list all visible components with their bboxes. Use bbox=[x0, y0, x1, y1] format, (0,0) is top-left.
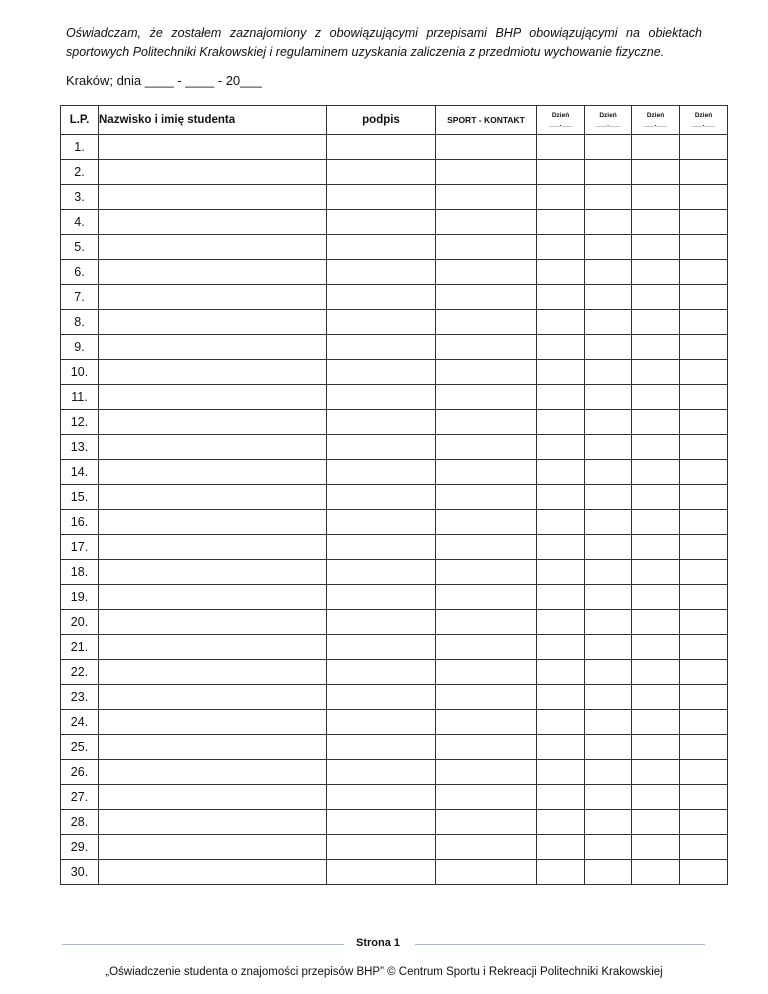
table-row bbox=[61, 335, 728, 360]
table-row bbox=[61, 360, 728, 385]
signature-cell[interactable] bbox=[327, 735, 436, 760]
signature-cell[interactable] bbox=[327, 310, 436, 335]
row-number: 19. bbox=[61, 585, 99, 610]
day-cell[interactable] bbox=[632, 310, 680, 335]
row-number: 1. bbox=[61, 135, 99, 160]
signature-cell[interactable] bbox=[327, 810, 436, 835]
table-header-row bbox=[61, 106, 728, 135]
header-day-2 bbox=[585, 106, 632, 135]
sport-contact-cell[interactable] bbox=[436, 560, 537, 585]
sport-contact-cell[interactable] bbox=[436, 810, 537, 835]
day-cell[interactable] bbox=[680, 660, 728, 685]
day-cell[interactable] bbox=[680, 310, 728, 335]
student-name-cell[interactable] bbox=[99, 185, 327, 210]
table-row bbox=[61, 810, 728, 835]
table-row bbox=[61, 310, 728, 335]
signature-cell[interactable] bbox=[327, 460, 436, 485]
row-number: 23. bbox=[61, 685, 99, 710]
day-cell[interactable] bbox=[537, 360, 585, 385]
day-cell[interactable] bbox=[537, 435, 585, 460]
day-cell[interactable] bbox=[537, 260, 585, 285]
row-number: 29. bbox=[61, 835, 99, 860]
day-cell[interactable] bbox=[632, 360, 680, 385]
day-cell[interactable] bbox=[680, 610, 728, 635]
day-cell[interactable] bbox=[632, 535, 680, 560]
day-cell[interactable] bbox=[585, 710, 632, 735]
signature-cell[interactable] bbox=[327, 335, 436, 360]
day-cell[interactable] bbox=[680, 560, 728, 585]
day-cell[interactable] bbox=[680, 335, 728, 360]
day-label: Dzień bbox=[646, 112, 665, 119]
sport-contact-cell[interactable] bbox=[436, 235, 537, 260]
sport-contact-cell[interactable] bbox=[436, 185, 537, 210]
day-cell[interactable] bbox=[680, 235, 728, 260]
page-number: Strona 1 bbox=[356, 937, 401, 949]
day-cell[interactable] bbox=[585, 160, 632, 185]
day-cell[interactable] bbox=[585, 685, 632, 710]
table-row bbox=[61, 185, 728, 210]
day-cell[interactable] bbox=[585, 810, 632, 835]
day-cell[interactable] bbox=[537, 160, 585, 185]
row-number: 30. bbox=[61, 860, 99, 885]
sport-contact-cell[interactable] bbox=[436, 435, 537, 460]
day-cell[interactable] bbox=[537, 610, 585, 635]
table-row bbox=[61, 835, 728, 860]
sport-contact-cell[interactable] bbox=[436, 635, 537, 660]
sport-contact-cell[interactable] bbox=[436, 835, 537, 860]
day-cell[interactable] bbox=[585, 510, 632, 535]
sport-contact-cell[interactable] bbox=[436, 210, 537, 235]
day-cell[interactable] bbox=[680, 510, 728, 535]
student-name-cell[interactable] bbox=[99, 710, 327, 735]
signature-cell[interactable] bbox=[327, 385, 436, 410]
day-cell[interactable] bbox=[585, 785, 632, 810]
student-name-cell[interactable] bbox=[99, 160, 327, 185]
table-row bbox=[61, 285, 728, 310]
row-number: 24. bbox=[61, 710, 99, 735]
sport-contact-cell[interactable] bbox=[436, 310, 537, 335]
day-cell[interactable] bbox=[537, 710, 585, 735]
table-row bbox=[61, 860, 728, 885]
day-cell[interactable] bbox=[537, 660, 585, 685]
signature-cell[interactable] bbox=[327, 360, 436, 385]
sport-contact-cell[interactable] bbox=[436, 260, 537, 285]
signature-cell[interactable] bbox=[327, 785, 436, 810]
table-row bbox=[61, 235, 728, 260]
day-cell[interactable] bbox=[585, 435, 632, 460]
header-day-3 bbox=[632, 106, 680, 135]
day-cell[interactable] bbox=[680, 135, 728, 160]
table-row bbox=[61, 685, 728, 710]
table-row bbox=[61, 260, 728, 285]
student-name-cell[interactable] bbox=[99, 760, 327, 785]
sport-contact-cell[interactable] bbox=[436, 710, 537, 735]
day-cell[interactable] bbox=[537, 785, 585, 810]
table-row bbox=[61, 210, 728, 235]
day-cell[interactable] bbox=[680, 810, 728, 835]
signature-cell[interactable] bbox=[327, 510, 436, 535]
day-cell[interactable] bbox=[632, 160, 680, 185]
row-number: 27. bbox=[61, 785, 99, 810]
table-row bbox=[61, 710, 728, 735]
row-number: 2. bbox=[61, 160, 99, 185]
student-name-cell[interactable] bbox=[99, 360, 327, 385]
day-cell[interactable] bbox=[632, 135, 680, 160]
signature-cell[interactable] bbox=[327, 435, 436, 460]
signature-cell[interactable] bbox=[327, 485, 436, 510]
table-row bbox=[61, 160, 728, 185]
table-row bbox=[61, 785, 728, 810]
row-number: 6. bbox=[61, 260, 99, 285]
day-cell[interactable] bbox=[585, 310, 632, 335]
row-number: 28. bbox=[61, 810, 99, 835]
student-name-cell[interactable] bbox=[99, 685, 327, 710]
day-cell[interactable] bbox=[537, 185, 585, 210]
sport-contact-cell[interactable] bbox=[436, 160, 537, 185]
row-number: 18. bbox=[61, 560, 99, 585]
day-cell[interactable] bbox=[680, 785, 728, 810]
day-cell[interactable] bbox=[585, 610, 632, 635]
day-cell[interactable] bbox=[537, 485, 585, 510]
table-row bbox=[61, 560, 728, 585]
table-row bbox=[61, 760, 728, 785]
student-name-cell[interactable] bbox=[99, 610, 327, 635]
day-cell[interactable] bbox=[585, 410, 632, 435]
sport-contact-cell[interactable] bbox=[436, 510, 537, 535]
student-name-cell[interactable] bbox=[99, 485, 327, 510]
day-cell[interactable] bbox=[680, 460, 728, 485]
table-row bbox=[61, 610, 728, 635]
header-sport-contact: SPORT - KONTAKT bbox=[436, 106, 537, 135]
day-cell[interactable] bbox=[537, 385, 585, 410]
row-number: 4. bbox=[61, 210, 99, 235]
day-cell[interactable] bbox=[585, 360, 632, 385]
table-body bbox=[61, 135, 728, 885]
student-name-cell[interactable] bbox=[99, 810, 327, 835]
signature-cell[interactable] bbox=[327, 660, 436, 685]
signature-cell[interactable] bbox=[327, 410, 436, 435]
header-day-4 bbox=[680, 106, 728, 135]
day-date-blank: ___.___ bbox=[691, 121, 716, 128]
row-number: 9. bbox=[61, 335, 99, 360]
day-cell[interactable] bbox=[537, 310, 585, 335]
declaration-text: Oświadczam, że zostałem zaznajomiony z obowiązującymi przepisami BHP obowiązującymi na obiektach sportowych Politechniki Krakowskiej i regulaminem uzyskania zaliczenia z przedmiotu wychowanie fizyczne. bbox=[66, 26, 702, 59]
day-cell[interactable] bbox=[585, 835, 632, 860]
day-cell[interactable] bbox=[632, 835, 680, 860]
table-row bbox=[61, 135, 728, 160]
sport-contact-cell[interactable] bbox=[436, 135, 537, 160]
date-line: Kraków; dnia ____ - ____ - 20___ bbox=[66, 73, 262, 88]
day-cell[interactable] bbox=[585, 335, 632, 360]
day-cell[interactable] bbox=[680, 685, 728, 710]
day-cell[interactable] bbox=[585, 285, 632, 310]
day-cell[interactable] bbox=[680, 435, 728, 460]
row-number: 10. bbox=[61, 360, 99, 385]
day-cell[interactable] bbox=[537, 585, 585, 610]
table-row bbox=[61, 735, 728, 760]
student-name-cell[interactable] bbox=[99, 210, 327, 235]
signature-cell[interactable] bbox=[327, 610, 436, 635]
student-name-cell[interactable] bbox=[99, 335, 327, 360]
student-name-cell[interactable] bbox=[99, 510, 327, 535]
day-date-blank: ___.___ bbox=[643, 121, 668, 128]
sport-contact-cell[interactable] bbox=[436, 460, 537, 485]
header-student-name: Nazwisko i imię studenta bbox=[99, 106, 327, 135]
sport-contact-cell[interactable] bbox=[436, 685, 537, 710]
day-cell[interactable] bbox=[537, 535, 585, 560]
student-name-cell[interactable] bbox=[99, 410, 327, 435]
table-row bbox=[61, 485, 728, 510]
row-number: 15. bbox=[61, 485, 99, 510]
sport-contact-cell[interactable] bbox=[436, 410, 537, 435]
sport-contact-cell[interactable] bbox=[436, 660, 537, 685]
day-cell[interactable] bbox=[537, 685, 585, 710]
day-label: Dzień bbox=[694, 112, 713, 119]
day-cell[interactable] bbox=[632, 810, 680, 835]
day-cell[interactable] bbox=[632, 335, 680, 360]
day-cell[interactable] bbox=[632, 510, 680, 535]
sport-contact-cell[interactable] bbox=[436, 385, 537, 410]
day-cell[interactable] bbox=[680, 735, 728, 760]
signature-cell[interactable] bbox=[327, 160, 436, 185]
day-cell[interactable] bbox=[632, 585, 680, 610]
day-cell[interactable] bbox=[632, 210, 680, 235]
day-cell[interactable] bbox=[537, 810, 585, 835]
student-name-cell[interactable] bbox=[99, 835, 327, 860]
day-cell[interactable] bbox=[632, 610, 680, 635]
signature-cell[interactable] bbox=[327, 710, 436, 735]
row-number: 5. bbox=[61, 235, 99, 260]
student-name-cell[interactable] bbox=[99, 285, 327, 310]
day-cell[interactable] bbox=[537, 760, 585, 785]
student-name-cell[interactable] bbox=[99, 560, 327, 585]
day-cell[interactable] bbox=[632, 685, 680, 710]
day-cell[interactable] bbox=[632, 460, 680, 485]
day-cell[interactable] bbox=[585, 235, 632, 260]
row-number: 3. bbox=[61, 185, 99, 210]
row-number: 25. bbox=[61, 735, 99, 760]
footer-rule-right bbox=[415, 944, 705, 945]
day-cell[interactable] bbox=[585, 535, 632, 560]
day-cell[interactable] bbox=[680, 260, 728, 285]
table-row bbox=[61, 435, 728, 460]
day-cell[interactable] bbox=[537, 285, 585, 310]
day-cell[interactable] bbox=[632, 385, 680, 410]
day-cell[interactable] bbox=[537, 135, 585, 160]
day-cell[interactable] bbox=[680, 185, 728, 210]
day-cell[interactable] bbox=[585, 185, 632, 210]
day-cell[interactable] bbox=[680, 210, 728, 235]
signature-cell[interactable] bbox=[327, 235, 436, 260]
row-number: 16. bbox=[61, 510, 99, 535]
day-cell[interactable] bbox=[680, 710, 728, 735]
day-cell[interactable] bbox=[537, 510, 585, 535]
day-cell[interactable] bbox=[585, 560, 632, 585]
day-cell[interactable] bbox=[632, 660, 680, 685]
day-cell[interactable] bbox=[680, 385, 728, 410]
student-name-cell[interactable] bbox=[99, 585, 327, 610]
signature-cell[interactable] bbox=[327, 285, 436, 310]
day-cell[interactable] bbox=[680, 585, 728, 610]
day-cell[interactable] bbox=[537, 735, 585, 760]
signature-cell[interactable] bbox=[327, 635, 436, 660]
day-cell[interactable] bbox=[632, 485, 680, 510]
row-number: 20. bbox=[61, 610, 99, 635]
signature-cell[interactable] bbox=[327, 185, 436, 210]
attendance-table bbox=[60, 105, 728, 885]
day-cell[interactable] bbox=[585, 660, 632, 685]
table-row bbox=[61, 410, 728, 435]
signature-cell[interactable] bbox=[327, 760, 436, 785]
day-cell[interactable] bbox=[537, 860, 585, 885]
day-cell[interactable] bbox=[537, 335, 585, 360]
table-row bbox=[61, 535, 728, 560]
header-day-1 bbox=[537, 106, 585, 135]
student-name-cell[interactable] bbox=[99, 260, 327, 285]
day-cell[interactable] bbox=[632, 860, 680, 885]
day-date-blank: ___.___ bbox=[596, 121, 620, 128]
day-cell[interactable] bbox=[537, 210, 585, 235]
day-cell[interactable] bbox=[632, 185, 680, 210]
sport-contact-cell[interactable] bbox=[436, 485, 537, 510]
day-cell[interactable] bbox=[585, 460, 632, 485]
signature-cell[interactable] bbox=[327, 560, 436, 585]
day-cell[interactable] bbox=[632, 285, 680, 310]
day-cell[interactable] bbox=[537, 410, 585, 435]
signature-cell[interactable] bbox=[327, 260, 436, 285]
row-number: 13. bbox=[61, 435, 99, 460]
student-name-cell[interactable] bbox=[99, 435, 327, 460]
day-cell[interactable] bbox=[632, 735, 680, 760]
day-cell[interactable] bbox=[585, 135, 632, 160]
day-cell[interactable] bbox=[585, 485, 632, 510]
signature-cell[interactable] bbox=[327, 135, 436, 160]
footer-rule-left bbox=[62, 944, 344, 945]
table-row bbox=[61, 385, 728, 410]
day-cell[interactable] bbox=[585, 635, 632, 660]
row-number: 8. bbox=[61, 310, 99, 335]
sport-contact-cell[interactable] bbox=[436, 610, 537, 635]
table-row bbox=[61, 585, 728, 610]
day-cell[interactable] bbox=[632, 260, 680, 285]
signature-cell[interactable] bbox=[327, 685, 436, 710]
sport-contact-cell[interactable] bbox=[436, 535, 537, 560]
day-cell[interactable] bbox=[537, 235, 585, 260]
day-label: Dzień bbox=[599, 112, 617, 119]
day-cell[interactable] bbox=[680, 285, 728, 310]
sport-contact-cell[interactable] bbox=[436, 760, 537, 785]
footer-text: „Oświadczenie studenta o znajomości przepisów BHP” © Centrum Sportu i Rekreacji Politechniki Krakowskiej bbox=[105, 966, 663, 978]
table-row bbox=[61, 510, 728, 535]
day-cell[interactable] bbox=[632, 410, 680, 435]
sport-contact-cell[interactable] bbox=[436, 360, 537, 385]
day-cell[interactable] bbox=[680, 360, 728, 385]
table-row bbox=[61, 660, 728, 685]
student-name-cell[interactable] bbox=[99, 785, 327, 810]
row-number: 14. bbox=[61, 460, 99, 485]
day-cell[interactable] bbox=[585, 385, 632, 410]
sport-contact-cell[interactable] bbox=[436, 335, 537, 360]
day-date-blank: ___.___ bbox=[548, 121, 573, 128]
signature-cell[interactable] bbox=[327, 210, 436, 235]
day-cell[interactable] bbox=[632, 635, 680, 660]
signature-cell[interactable] bbox=[327, 860, 436, 885]
row-number: 22. bbox=[61, 660, 99, 685]
row-number: 17. bbox=[61, 535, 99, 560]
sport-contact-cell[interactable] bbox=[436, 285, 537, 310]
sport-contact-cell[interactable] bbox=[436, 860, 537, 885]
row-number: 26. bbox=[61, 760, 99, 785]
day-cell[interactable] bbox=[680, 635, 728, 660]
day-cell[interactable] bbox=[632, 235, 680, 260]
signature-cell[interactable] bbox=[327, 585, 436, 610]
sport-contact-cell[interactable] bbox=[436, 585, 537, 610]
signature-cell[interactable] bbox=[327, 835, 436, 860]
student-name-cell[interactable] bbox=[99, 135, 327, 160]
student-name-cell[interactable] bbox=[99, 385, 327, 410]
signature-cell[interactable] bbox=[327, 535, 436, 560]
student-name-cell[interactable] bbox=[99, 535, 327, 560]
table-row bbox=[61, 635, 728, 660]
sport-contact-cell[interactable] bbox=[436, 735, 537, 760]
header-signature: podpis bbox=[327, 106, 436, 135]
student-name-cell[interactable] bbox=[99, 860, 327, 885]
day-cell[interactable] bbox=[585, 585, 632, 610]
student-name-cell[interactable] bbox=[99, 310, 327, 335]
day-cell[interactable] bbox=[537, 560, 585, 585]
day-cell[interactable] bbox=[632, 560, 680, 585]
day-cell[interactable] bbox=[585, 260, 632, 285]
day-cell[interactable] bbox=[537, 635, 585, 660]
student-name-cell[interactable] bbox=[99, 460, 327, 485]
day-cell[interactable] bbox=[585, 760, 632, 785]
student-name-cell[interactable] bbox=[99, 735, 327, 760]
day-cell[interactable] bbox=[680, 835, 728, 860]
day-cell[interactable] bbox=[585, 860, 632, 885]
day-cell[interactable] bbox=[680, 535, 728, 560]
day-cell[interactable] bbox=[680, 410, 728, 435]
day-cell[interactable] bbox=[632, 785, 680, 810]
day-cell[interactable] bbox=[537, 460, 585, 485]
row-number: 12. bbox=[61, 410, 99, 435]
student-name-cell[interactable] bbox=[99, 235, 327, 260]
day-cell[interactable] bbox=[680, 860, 728, 885]
day-cell[interactable] bbox=[632, 710, 680, 735]
header-lp: L.P. bbox=[61, 106, 99, 135]
day-cell[interactable] bbox=[537, 835, 585, 860]
day-cell[interactable] bbox=[585, 735, 632, 760]
day-cell[interactable] bbox=[680, 485, 728, 510]
row-number: 7. bbox=[61, 285, 99, 310]
row-number: 11. bbox=[61, 385, 99, 410]
student-name-cell[interactable] bbox=[99, 660, 327, 685]
table-row bbox=[61, 460, 728, 485]
day-cell[interactable] bbox=[632, 760, 680, 785]
sport-contact-cell[interactable] bbox=[436, 785, 537, 810]
day-cell[interactable] bbox=[585, 210, 632, 235]
student-name-cell[interactable] bbox=[99, 635, 327, 660]
day-cell[interactable] bbox=[680, 760, 728, 785]
row-number: 21. bbox=[61, 635, 99, 660]
day-cell[interactable] bbox=[632, 435, 680, 460]
day-cell[interactable] bbox=[680, 160, 728, 185]
day-label: Dzień bbox=[551, 112, 570, 119]
